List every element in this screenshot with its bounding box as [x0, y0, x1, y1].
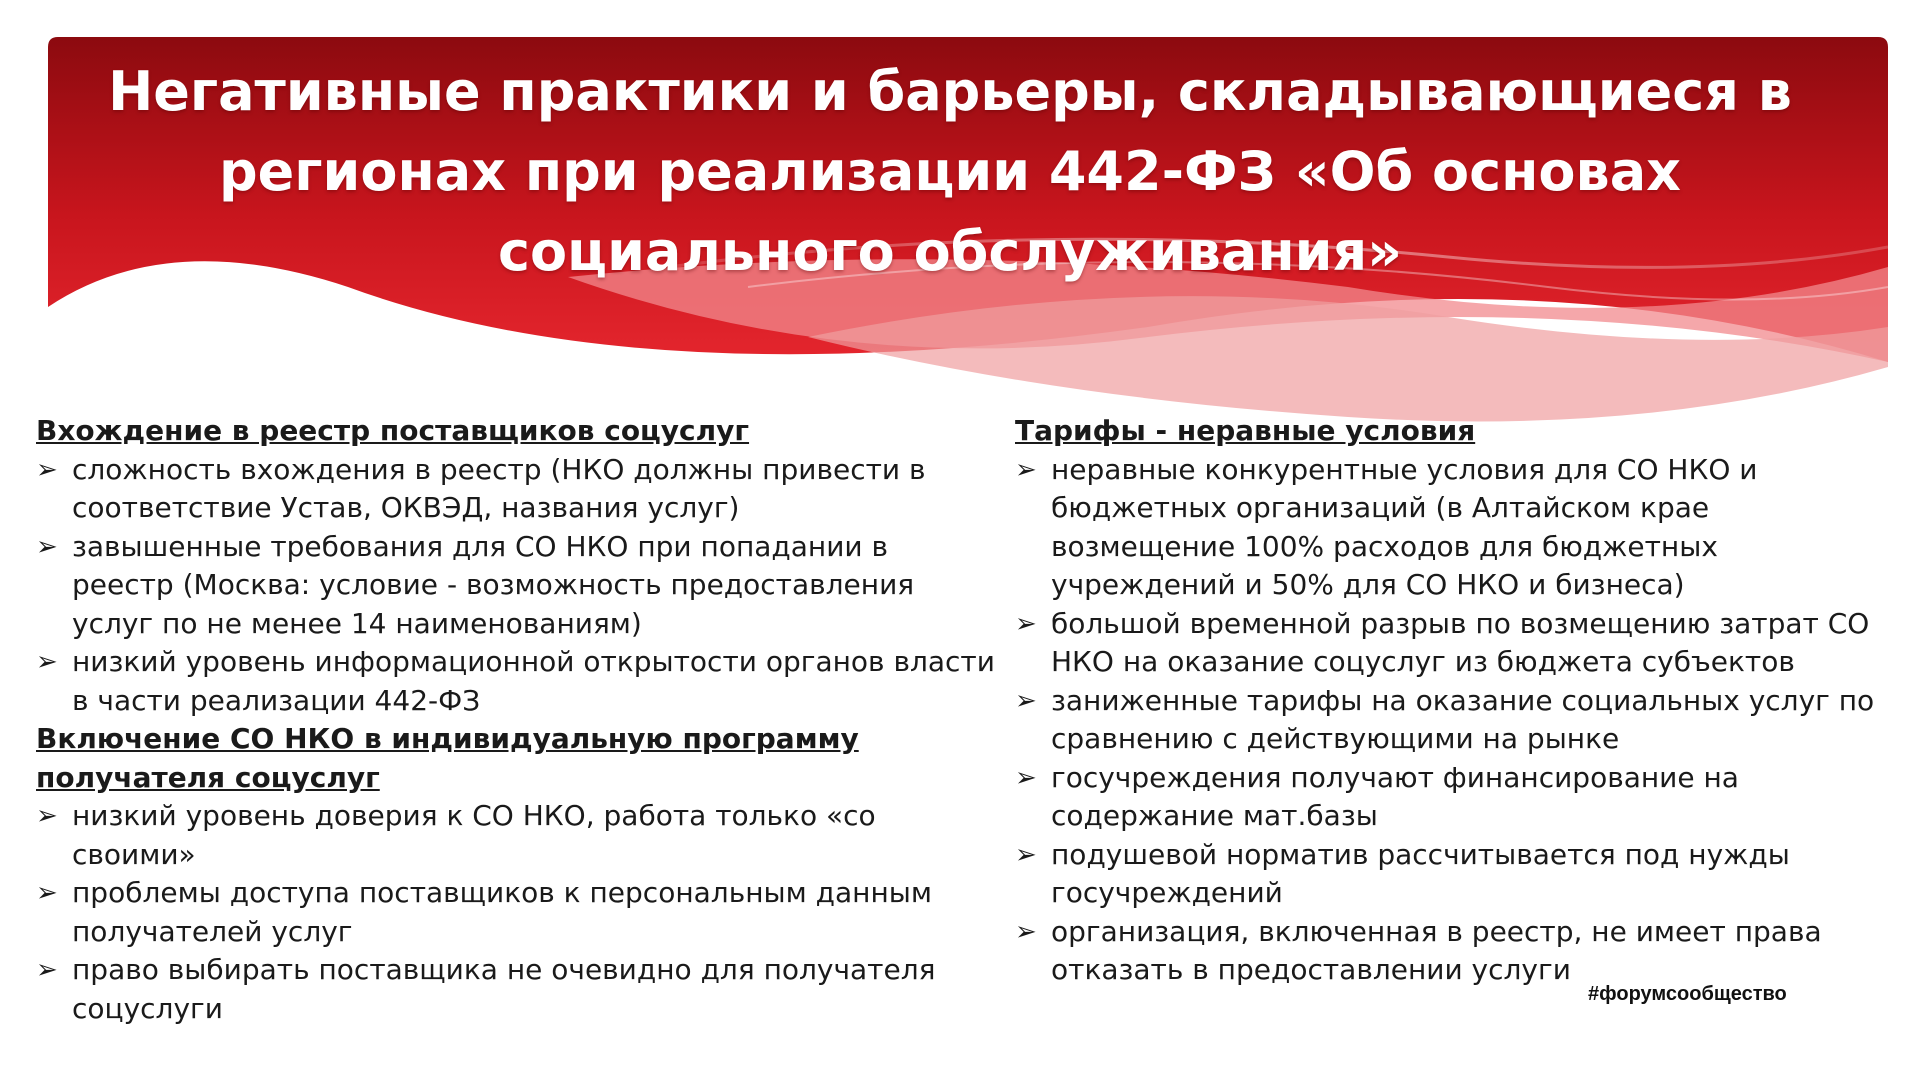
page-title: Негативные практики и барьеры, складывающиеся в регионах при реализации 442-ФЗ «Об основах социального обслуживания» [108, 60, 1792, 283]
arrow-bullet-icon: ➢ [36, 531, 58, 562]
arrow-bullet-icon: ➢ [1015, 685, 1037, 716]
list-item: ➢ подушевой норматив рассчитывается под нужды госучреждений [1015, 837, 1790, 909]
left-column [36, 412, 996, 1028]
arrow-bullet-icon: ➢ [1015, 762, 1037, 793]
arrow-bullet-icon: ➢ [1015, 916, 1037, 947]
hashtag-label: #форумсообщество [1588, 983, 1787, 1005]
list-item: ➢ проблемы доступа поставщиков к персональным данным получателей услуг [36, 876, 932, 948]
list-item: ➢ низкий уровень доверия к СО НКО, работа только «со своими» [36, 799, 876, 871]
list-item: ➢ сложность вхождения в реестр (НКО должны привести в соответствие Устав, ОКВЭД, названия услуг) [36, 452, 926, 524]
arrow-bullet-icon: ➢ [1015, 839, 1037, 870]
list-item: ➢ неравные конкурентные условия для СО НКО и бюджетных организаций (в Алтайском крае возмещение 100% расходов для бюджетных учреждений и 50% для СО НКО и бизнеса) [1015, 452, 1758, 601]
arrow-bullet-icon: ➢ [36, 801, 58, 831]
arrow-bullet-icon: ➢ [1015, 454, 1037, 485]
list-item: ➢ организация, включенная в реестр, не имеет права отказать в предоставлении услуги [1015, 914, 1822, 986]
arrow-bullet-icon: ➢ [1015, 608, 1037, 639]
arrow-bullet-icon: ➢ [36, 454, 58, 485]
registry-list [36, 451, 996, 721]
list-item: ➢ госучреждения получают финансирование на содержание мат.базы [1015, 760, 1739, 832]
right-column [1015, 412, 1885, 990]
section-heading-registry: Вхождение в реестр поставщиков соцуслуг [36, 414, 750, 447]
individual-program-list [36, 797, 996, 1028]
list-item: ➢ право выбирать поставщика не очевидно для получателя соцуслуги [36, 953, 936, 1025]
list-item: ➢ низкий уровень информационной открытости органов власти в части реализации 442-ФЗ [36, 645, 995, 717]
section-heading-individual-program: Включение СО НКО в индивидуальную программу получателя соцуслуг [36, 722, 859, 794]
arrow-bullet-icon: ➢ [36, 955, 58, 985]
list-item: ➢ заниженные тарифы на оказание социальных услуг по сравнению с действующими на рынке [1015, 683, 1875, 755]
list-item: ➢ завышенные требования для СО НКО при попадании в реестр (Москва: условие - возможность предоставления услуг по не менее 14 наименованиям) [36, 529, 915, 640]
tariffs-list [1015, 451, 1885, 990]
arrow-bullet-icon: ➢ [36, 878, 58, 908]
arrow-bullet-icon: ➢ [36, 647, 58, 677]
section-heading-tariffs: Тарифы - неравные условия [1015, 414, 1476, 447]
list-item: ➢ большой временной разрыв по возмещению затрат СО НКО на оказание соцуслуг из бюджета субъектов [1015, 606, 1870, 678]
